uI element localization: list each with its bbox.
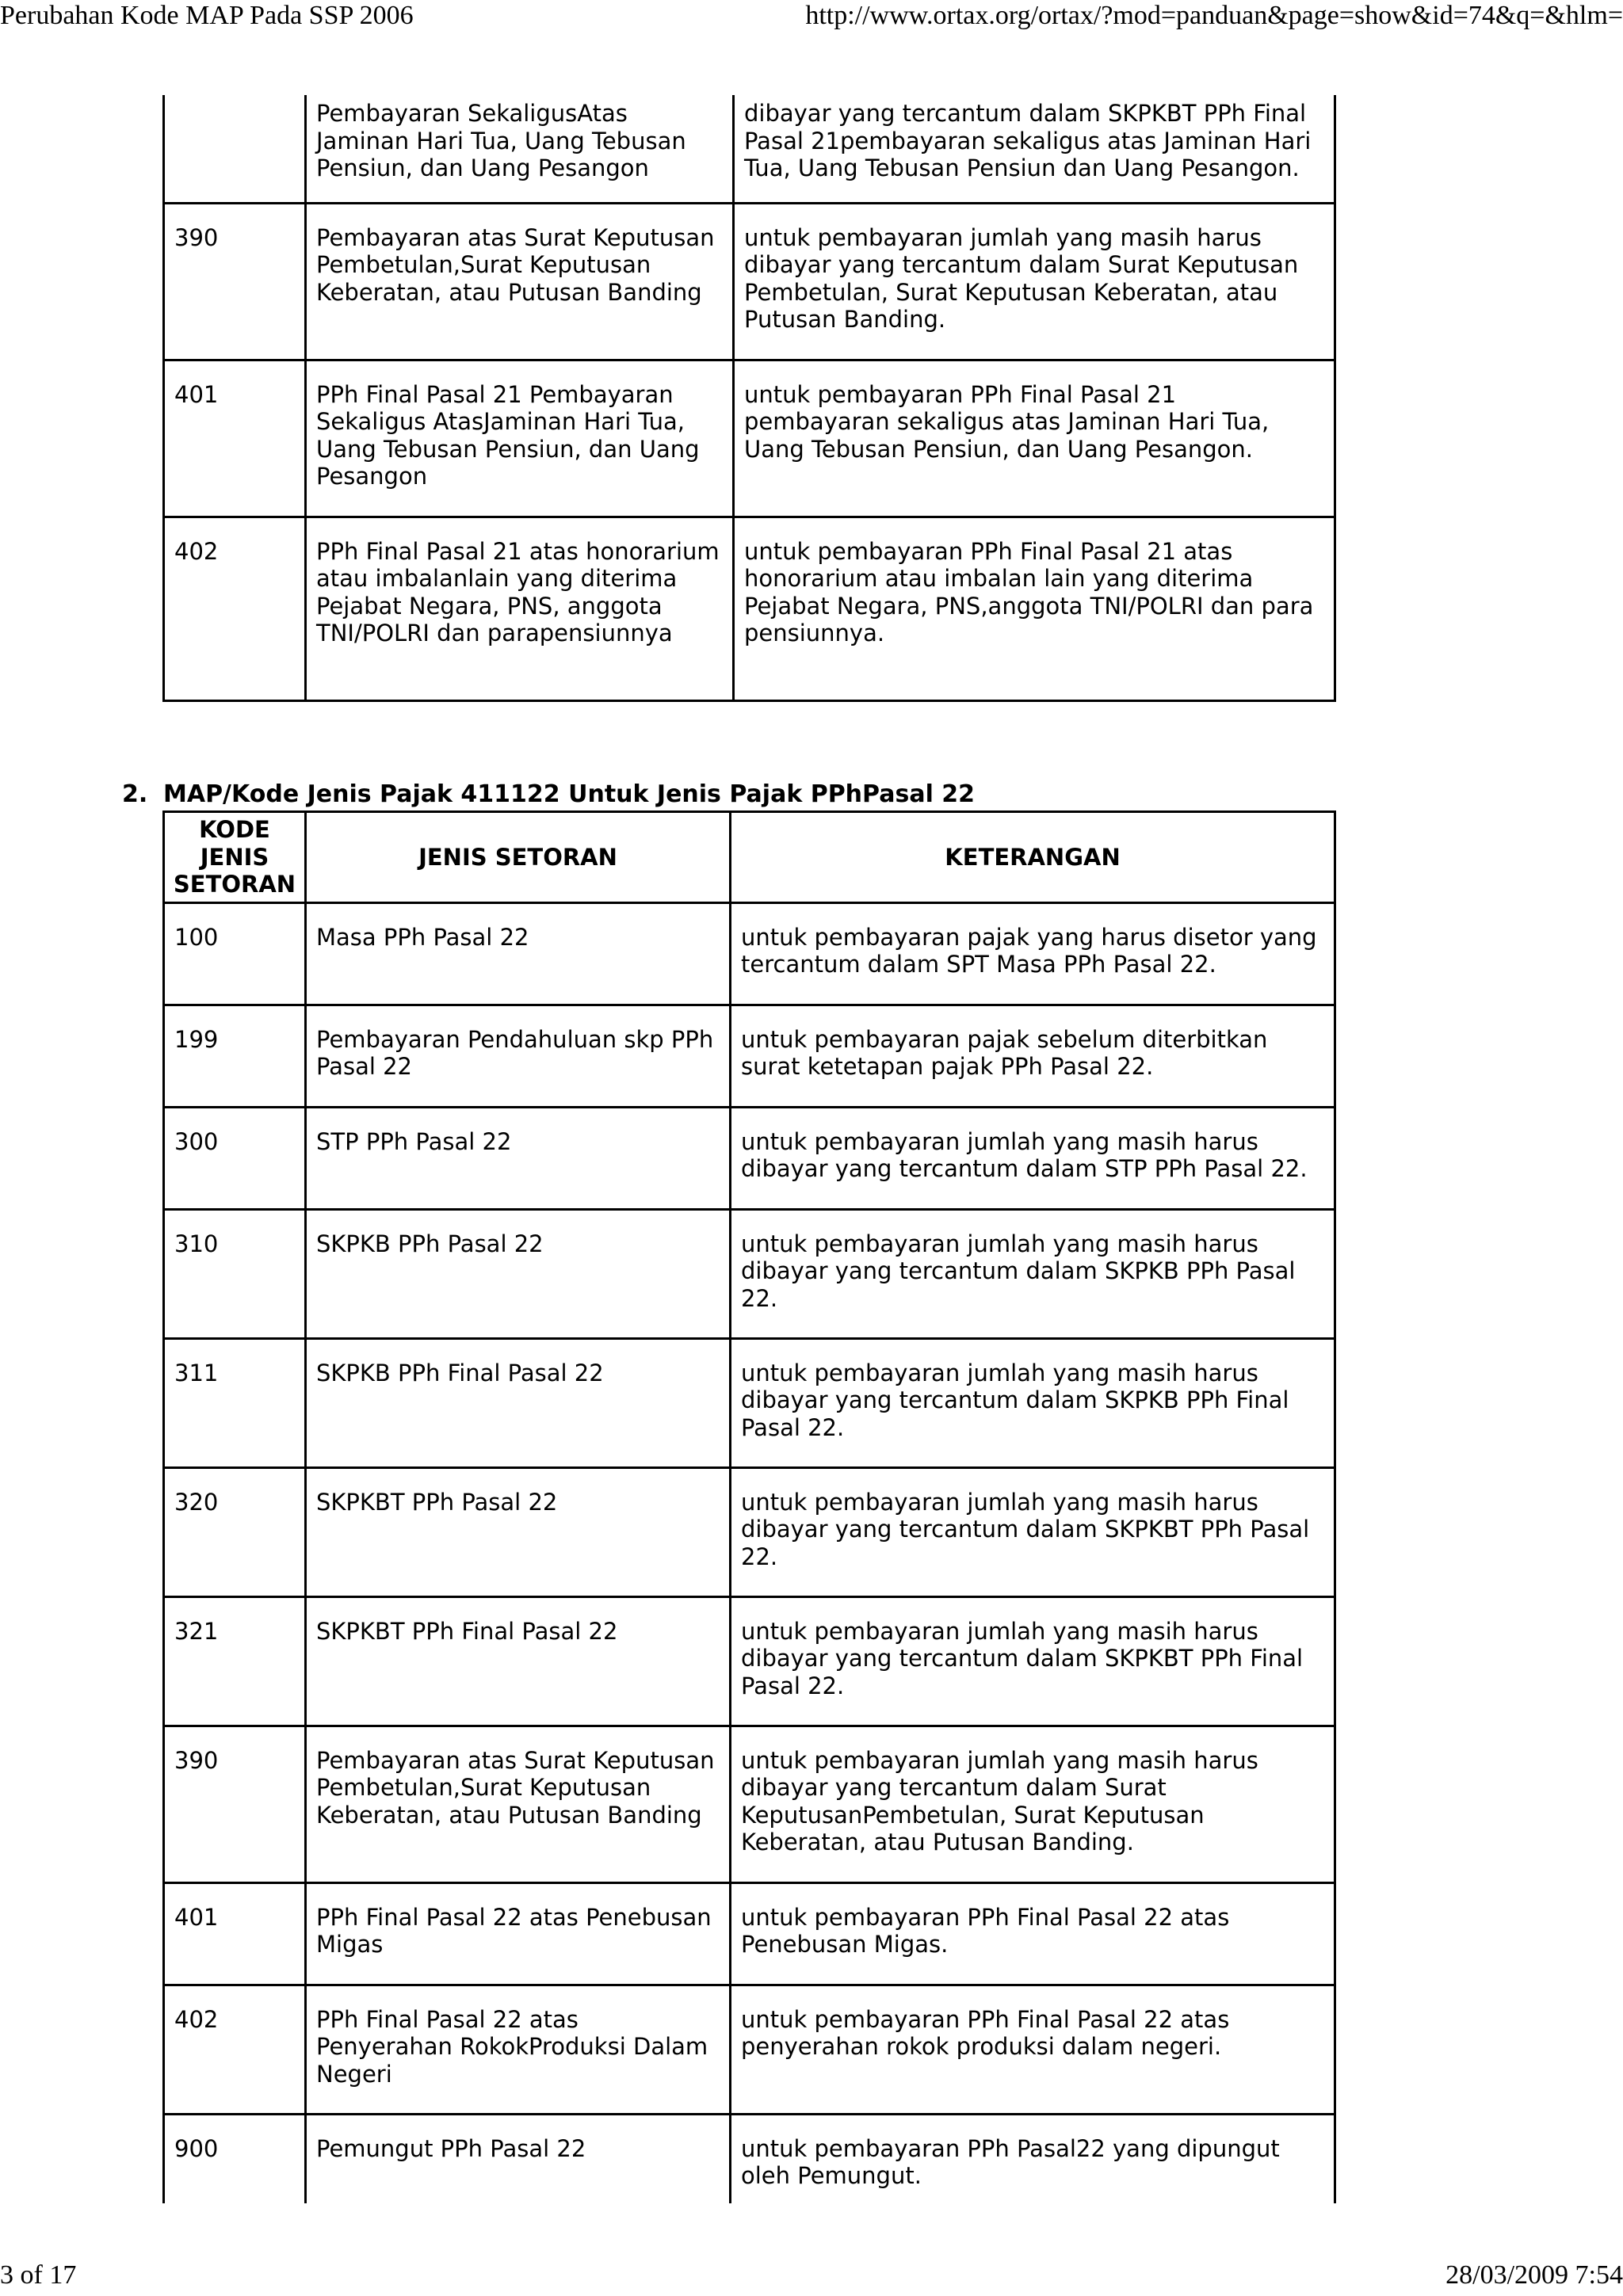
keterangan-cell: untuk pembayaran PPh Final Pasal 22 atas penyerahan rokok produksi dalam negeri. bbox=[731, 1985, 1335, 2114]
jenis-cell: PPh Final Pasal 21 Pembayaran Sekaligus AtasJaminan Hari Tua, Uang Tebusan Pensiun, dan Uang Pesangon bbox=[306, 360, 734, 517]
table-row bbox=[164, 1882, 1335, 1985]
jenis-cell: Pembayaran SekaligusAtas Jaminan Hari Tua, Uang Tebusan Pensiun, dan Uang Pesangon bbox=[306, 95, 734, 203]
keterangan-cell: untuk pembayaran jumlah yang masih harus dibayar yang tercantum dalam STP PPh Pasal 22. bbox=[731, 1107, 1335, 1209]
jenis-cell: STP PPh Pasal 22 bbox=[306, 1107, 731, 1209]
table-row bbox=[164, 1596, 1335, 1726]
kode-cell: 100 bbox=[164, 902, 306, 1005]
table-row bbox=[164, 517, 1335, 700]
keterangan-cell: untuk pembayaran jumlah yang masih harus dibayar yang tercantum dalam SKPKBT PPh Pasal 22. bbox=[731, 1467, 1335, 1596]
kode-cell: 320 bbox=[164, 1467, 306, 1596]
jenis-cell: PPh Final Pasal 22 atas Penyerahan RokokProduksi Dalam Negeri bbox=[306, 1985, 731, 2114]
keterangan-cell: untuk pembayaran PPh Final Pasal 22 atas Penebusan Migas. bbox=[731, 1882, 1335, 1985]
kode-cell: 401 bbox=[164, 1882, 306, 1985]
page-footer-page-number: 3 of 17 bbox=[0, 2260, 77, 2290]
header-keterangan: KETERANGAN bbox=[731, 812, 1335, 903]
page-header-url: http://www.ortax.org/ortax/?mod=panduan&page=show&id=74&q=&hlm= bbox=[805, 1, 1623, 30]
page-header-title: Perubahan Kode MAP Pada SSP 2006 bbox=[0, 1, 414, 30]
keterangan-cell: untuk pembayaran pajak yang harus disetor yang tercantum dalam SPT Masa PPh Pasal 22. bbox=[731, 902, 1335, 1005]
table-row bbox=[164, 1467, 1335, 1596]
jenis-cell: SKPKB PPh Final Pasal 22 bbox=[306, 1338, 731, 1467]
keterangan-cell: untuk pembayaran PPh Final Pasal 21 pembayaran sekaligus atas Jaminan Hari Tua, Uang Tebusan Pensiun, dan Uang Pesangon. bbox=[734, 360, 1335, 517]
kode-cell: 900 bbox=[164, 2114, 306, 2203]
keterangan-cell: untuk pembayaran jumlah yang masih harus dibayar yang tercantum dalam Surat Keputusan Pembetulan, Surat Keputusan Keberatan, atau Putusan Banding. bbox=[734, 203, 1335, 360]
jenis-cell: Pemungut PPh Pasal 22 bbox=[306, 2114, 731, 2203]
jenis-cell: Pembayaran Pendahuluan skp PPh Pasal 22 bbox=[306, 1005, 731, 1107]
kode-cell: 199 bbox=[164, 1005, 306, 1107]
kode-cell: 310 bbox=[164, 1209, 306, 1338]
table-row bbox=[164, 2114, 1335, 2203]
jenis-cell: PPh Final Pasal 22 atas Penebusan Migas bbox=[306, 1882, 731, 1985]
table-pasal-22 bbox=[162, 810, 1336, 2203]
table-row bbox=[164, 1107, 1335, 1209]
jenis-cell: Pembayaran atas Surat Keputusan Pembetulan,Surat Keputusan Keberatan, atau Putusan Banding bbox=[306, 203, 734, 360]
kode-cell: 311 bbox=[164, 1338, 306, 1467]
kode-cell: 402 bbox=[164, 517, 306, 700]
kode-cell: 390 bbox=[164, 1726, 306, 1882]
section-number: 2. bbox=[122, 780, 148, 808]
table-row bbox=[164, 1726, 1335, 1882]
header-jenis: JENIS SETORAN bbox=[306, 812, 731, 903]
section-title: MAP/Kode Jenis Pajak 411122 Untuk Jenis Pajak PPhPasal 22 bbox=[163, 780, 976, 808]
keterangan-cell: untuk pembayaran jumlah yang masih harus dibayar yang tercantum dalam Surat KeputusanPembetulan, Surat Keputusan Keberatan, atau Putusan Banding. bbox=[731, 1726, 1335, 1882]
jenis-cell: SKPKBT PPh Final Pasal 22 bbox=[306, 1596, 731, 1726]
kode-cell: 402 bbox=[164, 1985, 306, 2114]
table-row bbox=[164, 1985, 1335, 2114]
jenis-cell: SKPKBT PPh Pasal 22 bbox=[306, 1467, 731, 1596]
keterangan-cell: untuk pembayaran PPh Final Pasal 21 atas honorarium atau imbalan lain yang diterima Pejabat Negara, PNS,anggota TNI/POLRI dan para pensiunnya. bbox=[734, 517, 1335, 700]
table-row bbox=[164, 360, 1335, 517]
kode-cell: 300 bbox=[164, 1107, 306, 1209]
keterangan-cell: untuk pembayaran pajak sebelum diterbitkan surat ketetapan pajak PPh Pasal 22. bbox=[731, 1005, 1335, 1107]
table-row bbox=[164, 203, 1335, 360]
table-header-row bbox=[164, 812, 1335, 903]
jenis-cell: SKPKB PPh Pasal 22 bbox=[306, 1209, 731, 1338]
table-row bbox=[164, 1005, 1335, 1107]
section-2-heading bbox=[122, 780, 975, 809]
table-row bbox=[164, 902, 1335, 1005]
keterangan-cell: untuk pembayaran jumlah yang masih harus dibayar yang tercantum dalam SKPKB PPh Final Pasal 22. bbox=[731, 1338, 1335, 1467]
header-kode: KODE JENIS SETORAN bbox=[164, 812, 306, 903]
kode-cell bbox=[164, 95, 306, 203]
jenis-cell: Masa PPh Pasal 22 bbox=[306, 902, 731, 1005]
kode-cell: 401 bbox=[164, 360, 306, 517]
keterangan-cell: dibayar yang tercantum dalam SKPKBT PPh Final Pasal 21pembayaran sekaligus atas Jaminan Hari Tua, Uang Tebusan Pensiun dan Uang Pesangon. bbox=[734, 95, 1335, 203]
table-row bbox=[164, 95, 1335, 203]
jenis-cell: Pembayaran atas Surat Keputusan Pembetulan,Surat Keputusan Keberatan, atau Putusan Banding bbox=[306, 1726, 731, 1882]
kode-cell: 321 bbox=[164, 1596, 306, 1726]
table-row bbox=[164, 1338, 1335, 1467]
keterangan-cell: untuk pembayaran jumlah yang masih harus dibayar yang tercantum dalam SKPKBT PPh Final Pasal 22. bbox=[731, 1596, 1335, 1726]
keterangan-cell: untuk pembayaran jumlah yang masih harus dibayar yang tercantum dalam SKPKB PPh Pasal 22. bbox=[731, 1209, 1335, 1338]
table-continued-pasal-21 bbox=[162, 95, 1336, 702]
page-footer-datetime: 28/03/2009 7:54 bbox=[1445, 2260, 1623, 2290]
table-row bbox=[164, 1209, 1335, 1338]
kode-cell: 390 bbox=[164, 203, 306, 360]
jenis-cell: PPh Final Pasal 21 atas honorarium atau imbalanlain yang diterima Pejabat Negara, PNS, anggota TNI/POLRI dan parapensiunnya bbox=[306, 517, 734, 700]
keterangan-cell: untuk pembayaran PPh Pasal22 yang dipungut oleh Pemungut. bbox=[731, 2114, 1335, 2203]
